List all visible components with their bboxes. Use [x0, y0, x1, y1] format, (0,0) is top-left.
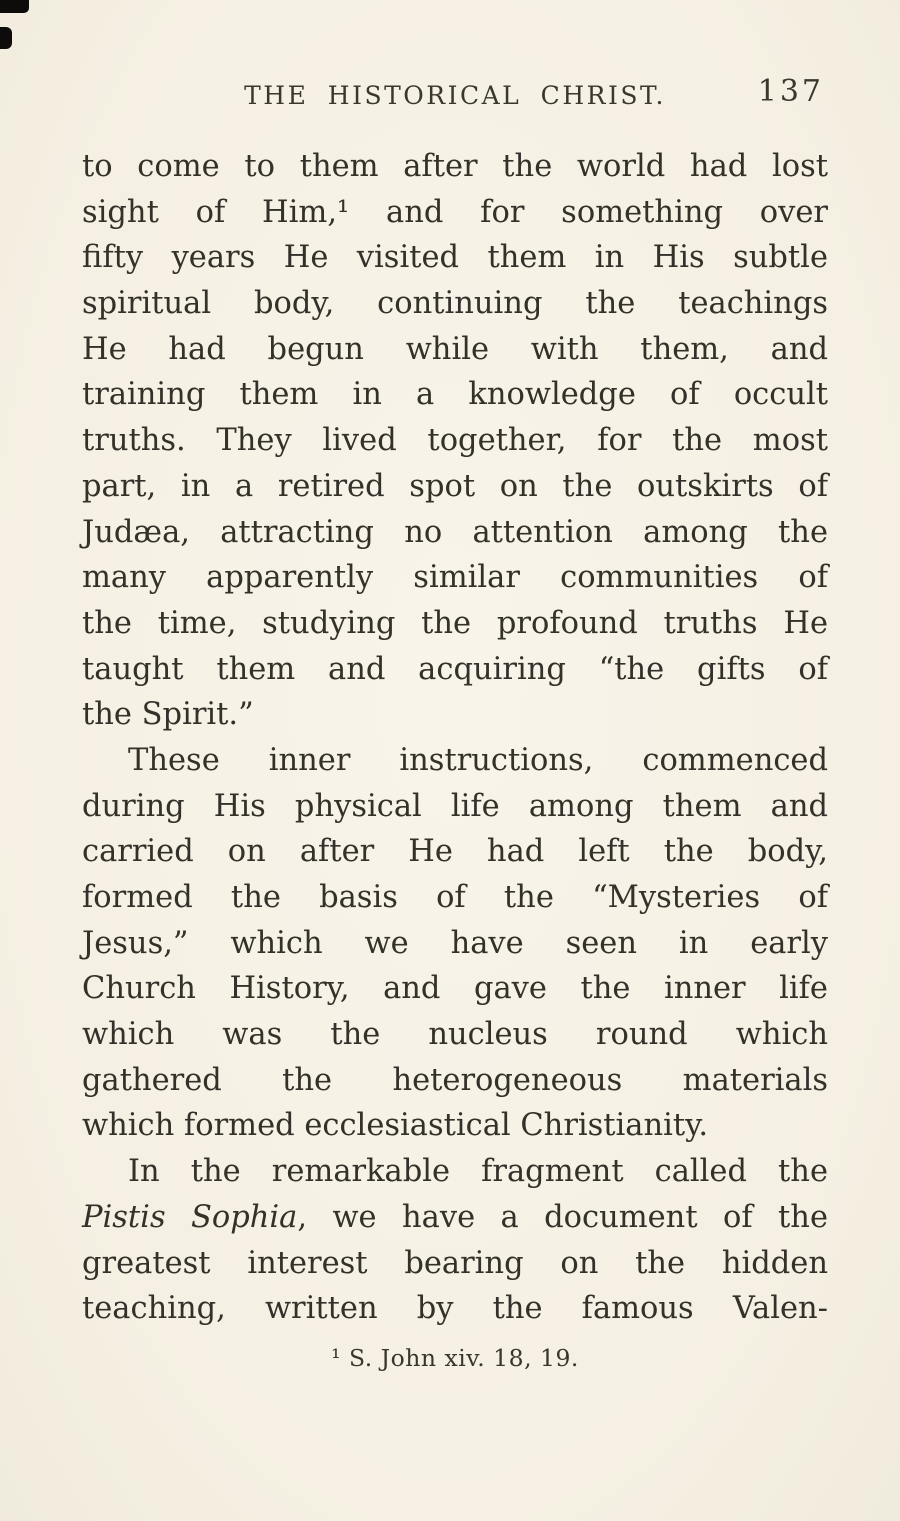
- text-line: [82, 647, 828, 693]
- body-text: teaching, written by the famous Valen-: [82, 1291, 828, 1327]
- text-line: [82, 1286, 828, 1332]
- body-text: which was the nucleus round which: [82, 1017, 828, 1053]
- text-line: [82, 1058, 828, 1104]
- text-line: [82, 829, 828, 875]
- text-line: [82, 510, 828, 556]
- text-line: [82, 190, 828, 236]
- paragraph: [82, 144, 828, 738]
- text-line: [82, 281, 828, 327]
- text-block: [82, 144, 828, 1332]
- scan-artifact-icon: [0, 0, 29, 13]
- body-text: which formed ecclesiastical Christianity.: [82, 1108, 709, 1144]
- body-text: many apparently similar communities of: [82, 560, 828, 596]
- text-line: [82, 966, 828, 1012]
- text-line: [82, 601, 828, 647]
- text-line: [82, 1149, 828, 1195]
- text-line: [82, 144, 828, 190]
- paragraph: [82, 738, 828, 1149]
- text-line: [82, 738, 828, 784]
- text-line: [82, 235, 828, 281]
- body-text: In the remarkable fragment called the: [128, 1154, 828, 1190]
- body-text: to come to them after the world had lost: [82, 149, 828, 184]
- body-text: the time, studying the profound truths He: [82, 605, 828, 641]
- body-text: Church History, and gave the inner life: [82, 971, 828, 1007]
- page-number: 137: [757, 74, 824, 109]
- text-line: [82, 875, 828, 921]
- text-line: [82, 1241, 828, 1287]
- body-text: training them in a knowledge of occult: [82, 377, 828, 413]
- text-line: [82, 692, 828, 738]
- text-line: [82, 1103, 828, 1149]
- text-line: [82, 784, 828, 830]
- text-line: [82, 921, 828, 967]
- text-line: [82, 464, 828, 510]
- footnote: ¹ S. John xiv. 18, 19.: [331, 1344, 579, 1372]
- body-text: spiritual body, continuing the teachings: [82, 286, 828, 322]
- body-text: formed the basis of the “Mysteries of: [82, 880, 828, 915]
- text-line: [82, 372, 828, 418]
- body-text: during His physical life among them and: [82, 788, 828, 824]
- body-text: taught them and acquiring “the gifts of: [82, 651, 828, 687]
- running-title: THE HISTORICAL CHRIST.: [244, 81, 666, 110]
- text-line: [82, 418, 828, 464]
- body-text: Jesus,” which we have seen in early: [82, 925, 828, 961]
- body-text: greatest interest bearing on the hidden: [82, 1245, 828, 1281]
- body-text: part, in a retired spot on the outskirts of: [82, 468, 828, 504]
- paragraph: [82, 1149, 828, 1332]
- scan-artifact-icon: [0, 27, 12, 49]
- text-line: [82, 555, 828, 601]
- body-text: Judæa, attracting no attention among the: [82, 514, 828, 550]
- body-text: carried on after He had left the body,: [82, 834, 828, 870]
- italic-text: Pistis Sophia: [82, 1199, 298, 1235]
- body-text: fifty years He visited them in His subtle: [82, 240, 828, 276]
- body-text: gathered the heterogeneous materials: [82, 1062, 828, 1098]
- body-text: sight of Him,¹ and for something over: [82, 194, 828, 230]
- body-text: the Spirit.”: [82, 697, 254, 733]
- body-text: These inner instructions, commenced: [128, 742, 828, 778]
- text-line: [82, 1195, 828, 1241]
- page-header: [82, 74, 828, 114]
- text-line: [82, 1012, 828, 1058]
- text-line: [82, 327, 828, 373]
- body-text: , we have a document of the: [297, 1199, 828, 1235]
- body-text: truths. They lived together, for the most: [82, 423, 828, 459]
- body-text: He had begun while with them, and: [82, 331, 828, 367]
